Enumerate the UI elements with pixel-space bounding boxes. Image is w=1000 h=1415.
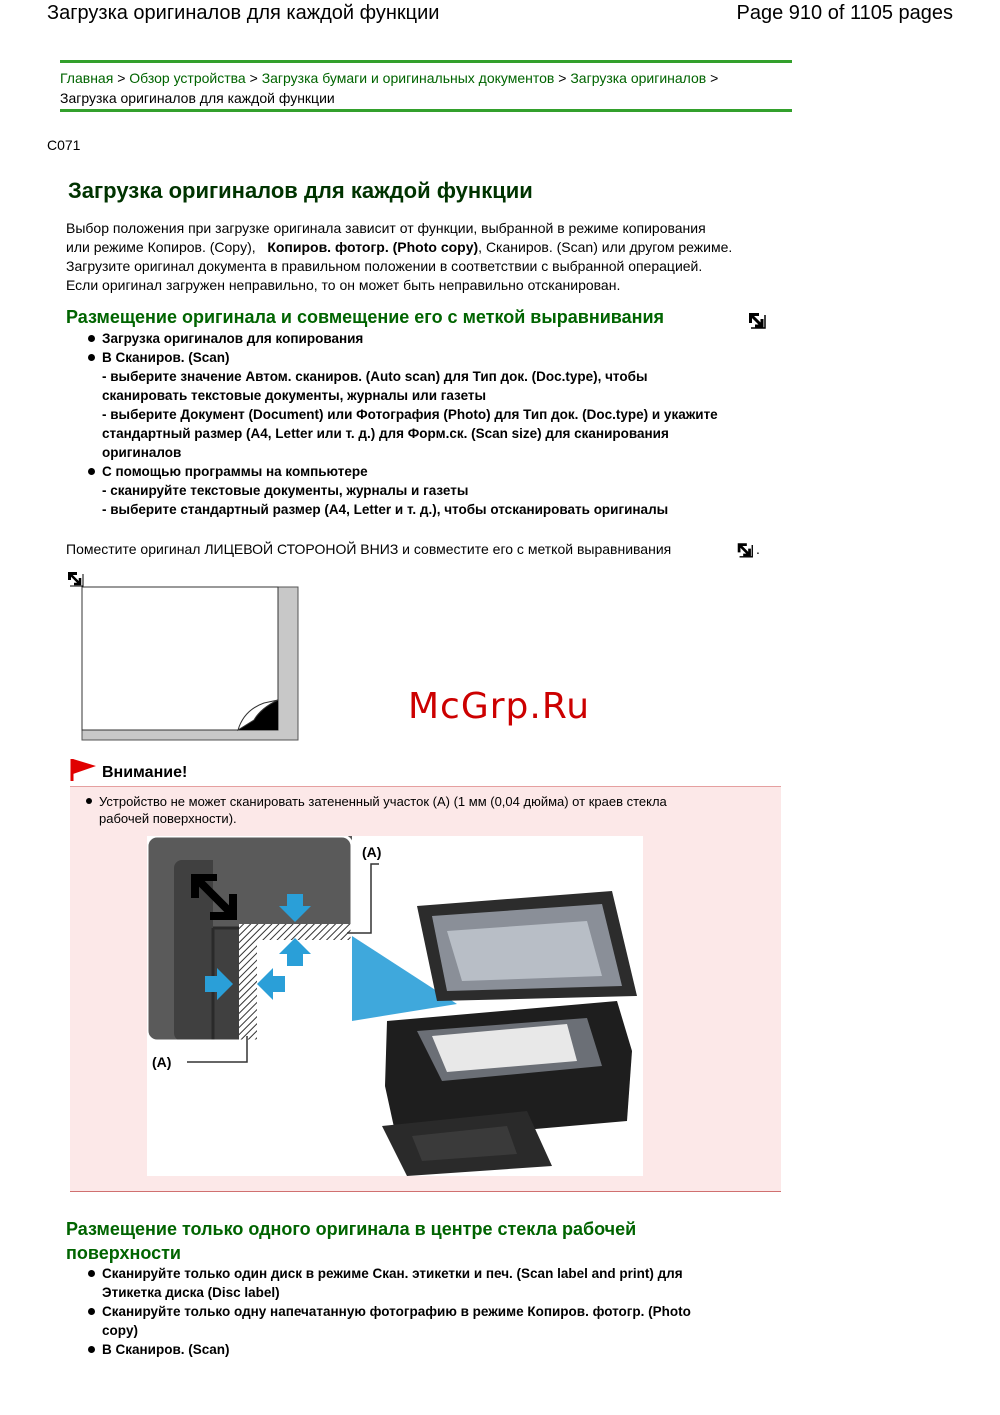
breadcrumb-current: Загрузка оригиналов для каждой функции (60, 90, 335, 106)
list-subitem: - сканируйте текстовые документы, журналы и газеты (102, 483, 469, 498)
place-instruction (66, 541, 671, 557)
intro-bold: Копиров. фотогр. (Photo copy) (267, 239, 479, 255)
place-period: . (756, 541, 760, 557)
page-title: Загрузка оригиналов для каждой функции (68, 178, 533, 203)
intro-line: Выбор положения при загрузке оригинала зависит от функции, выбранной в режиме копирования (66, 220, 706, 236)
attention-item: Устройство не может сканировать затененный участок (A) (1 мм (0,04 дюйма) от краев стекла (86, 793, 746, 810)
center-list (86, 1264, 786, 1359)
section-heading-alignment: Размещение оригинала и совмещение его с меткой выравнивания (66, 307, 665, 327)
attention-divider (70, 786, 781, 787)
intro-text: или режиме Копиров. (Copy), (66, 239, 256, 255)
alignment-mark-icon (735, 541, 755, 560)
watermark-text: McGrp.Ru (408, 686, 591, 727)
intro-line: Если оригинал загружен неправильно, то он может быть неправильно отсканирован. (66, 277, 621, 293)
breadcrumb-loading-paper[interactable]: Загрузка бумаги и оригинальных документов (261, 70, 555, 86)
bottom-divider (60, 109, 792, 112)
list-subitem: стандартный размер (A4, Letter или т. д.) для Форм.ск. (Scan size) для сканирования (102, 426, 669, 441)
alignment-mark-icon (746, 311, 768, 331)
list-item: С помощью программы на компьютере (86, 462, 786, 481)
list-subitem: - выберите стандартный размер (A4, Letter и т. д.), чтобы отсканировать оригиналы (102, 502, 669, 517)
breadcrumb-overview[interactable]: Обзор устройства (129, 70, 246, 86)
intro-line (66, 238, 786, 257)
section-heading-line: Размещение только одного оригинала в центре стекла рабочей (66, 1219, 637, 1239)
header-title: Загрузка оригиналов для каждой функции (47, 2, 440, 24)
breadcrumb-separator: > (558, 70, 567, 86)
label-a-bottom: (A) (152, 1054, 172, 1070)
list-subitem: сканировать текстовые документы, журналы или газеты (102, 388, 487, 403)
alignment-list (86, 329, 786, 519)
breadcrumb-loading-originals[interactable]: Загрузка оригиналов (570, 70, 707, 86)
place-text: Поместите оригинал ЛИЦЕВОЙ СТОРОНОЙ ВНИЗ и совместите его с меткой выравнивания (66, 541, 672, 557)
page-counter: Page 910 of 1105 pages (736, 2, 953, 24)
list-subitem: - выберите значение Автом. сканиров. (Auto scan) для Тип док. (Doc.type), чтобы (102, 369, 648, 384)
breadcrumb-home[interactable]: Главная (60, 70, 114, 86)
list-item: Сканируйте только один диск в режиме Скан. этикетки и печ. (Scan label and print) для (86, 1264, 786, 1283)
scan-area-diagram (147, 836, 643, 1176)
list-item: В Сканиров. (Scan) (86, 1340, 786, 1359)
breadcrumb-separator: > (117, 70, 126, 86)
list-subitem: оригиналов (102, 445, 182, 460)
page-code: C071 (47, 137, 81, 153)
attention-text (86, 793, 746, 827)
placement-illustration (66, 570, 302, 742)
list-subitem: copy) (102, 1323, 139, 1338)
list-item: Сканируйте только одну напечатанную фотографию в режиме Копиров. фотогр. (Photo (86, 1302, 786, 1321)
list-item: Загрузка оригиналов для копирования (86, 329, 786, 348)
intro-paragraph (66, 219, 786, 295)
label-a-top: (A) (362, 844, 382, 860)
intro-line: Загрузите оригинал документа в правильном положении в соответствии с выбранной операцией. (66, 258, 703, 274)
warning-flag-icon (70, 757, 98, 781)
list-subitem: - выберите Документ (Document) или Фотография (Photo) для Тип док. (Doc.type) и укажите (102, 407, 718, 422)
list-subitem: Этикетка диска (Disc label) (102, 1285, 280, 1300)
breadcrumb-separator: > (710, 70, 719, 86)
top-divider (60, 60, 792, 63)
attention-item-cont: рабочей поверхности). (99, 811, 237, 826)
breadcrumb (60, 68, 790, 108)
list-item: В Сканиров. (Scan) (86, 348, 786, 367)
attention-title: Внимание! (102, 764, 188, 781)
breadcrumb-separator: > (249, 70, 258, 86)
intro-text: , Сканиров. (Scan) или другом режиме. (478, 239, 733, 255)
section-heading-line: поверхности (66, 1243, 181, 1263)
section-heading-center (66, 1217, 636, 1265)
